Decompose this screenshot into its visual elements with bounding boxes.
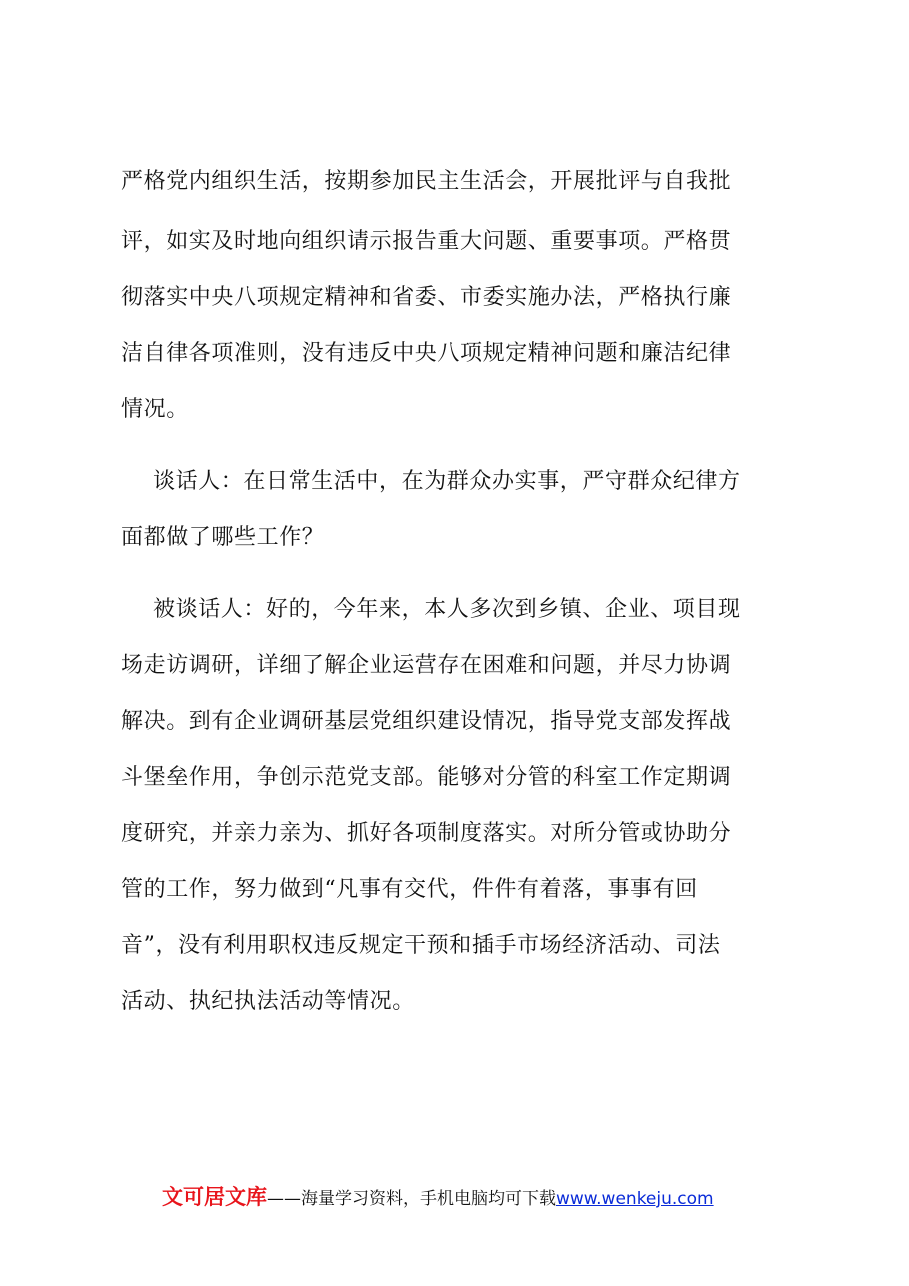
text-line: 音”，没有利用职权违反规定干预和插手市场经济活动、司法 <box>121 933 721 958</box>
text-line: 解决。到有企业调研基层党组织建设情况，指导党支部发挥战 <box>121 709 732 734</box>
text-line: 洁自律各项准则，没有违反中央八项规定精神问题和廉洁纪律 <box>121 341 732 366</box>
text-line: 斗堡垒作用，争创示范党支部。能够对分管的科室工作定期调 <box>121 765 732 790</box>
text-line: 被谈话人：好的，今年来，本人多次到乡镇、企业、项目现 <box>153 597 741 622</box>
footer-brand: 文可居文库 <box>162 1185 267 1209</box>
text-line: 面都做了哪些工作？ <box>121 525 325 550</box>
footer-tagline: ——海量学习资料，手机电脑均可下载 <box>267 1189 556 1209</box>
text-line: 严格党内组织生活，按期参加民主生活会，开展批评与自我批 <box>121 169 732 194</box>
text-line: 情况。 <box>121 397 189 422</box>
footer-banner <box>162 1182 714 1212</box>
text-line: 评，如实及时地向组织请示报告重大问题、重要事项。严格贯 <box>121 229 732 254</box>
text-line: 场走访调研，详细了解企业运营存在困难和问题，并尽力协调 <box>121 653 732 678</box>
text-line: 管的工作，努力做到“凡事有交代，件件有着落，事事有回 <box>121 877 698 902</box>
text-line: 彻落实中央八项规定精神和省委、市委实施办法，严格执行廉 <box>121 285 732 310</box>
text-line: 谈话人：在日常生活中，在为群众办实事，严守群众纪律方 <box>153 469 741 494</box>
text-line: 活动、执纪执法活动等情况。 <box>121 989 415 1014</box>
footer-site-link[interactable]: www.wenkeju.com <box>556 1189 714 1209</box>
text-line: 度研究，并亲力亲为、抓好各项制度落实。对所分管或协助分 <box>121 821 732 846</box>
